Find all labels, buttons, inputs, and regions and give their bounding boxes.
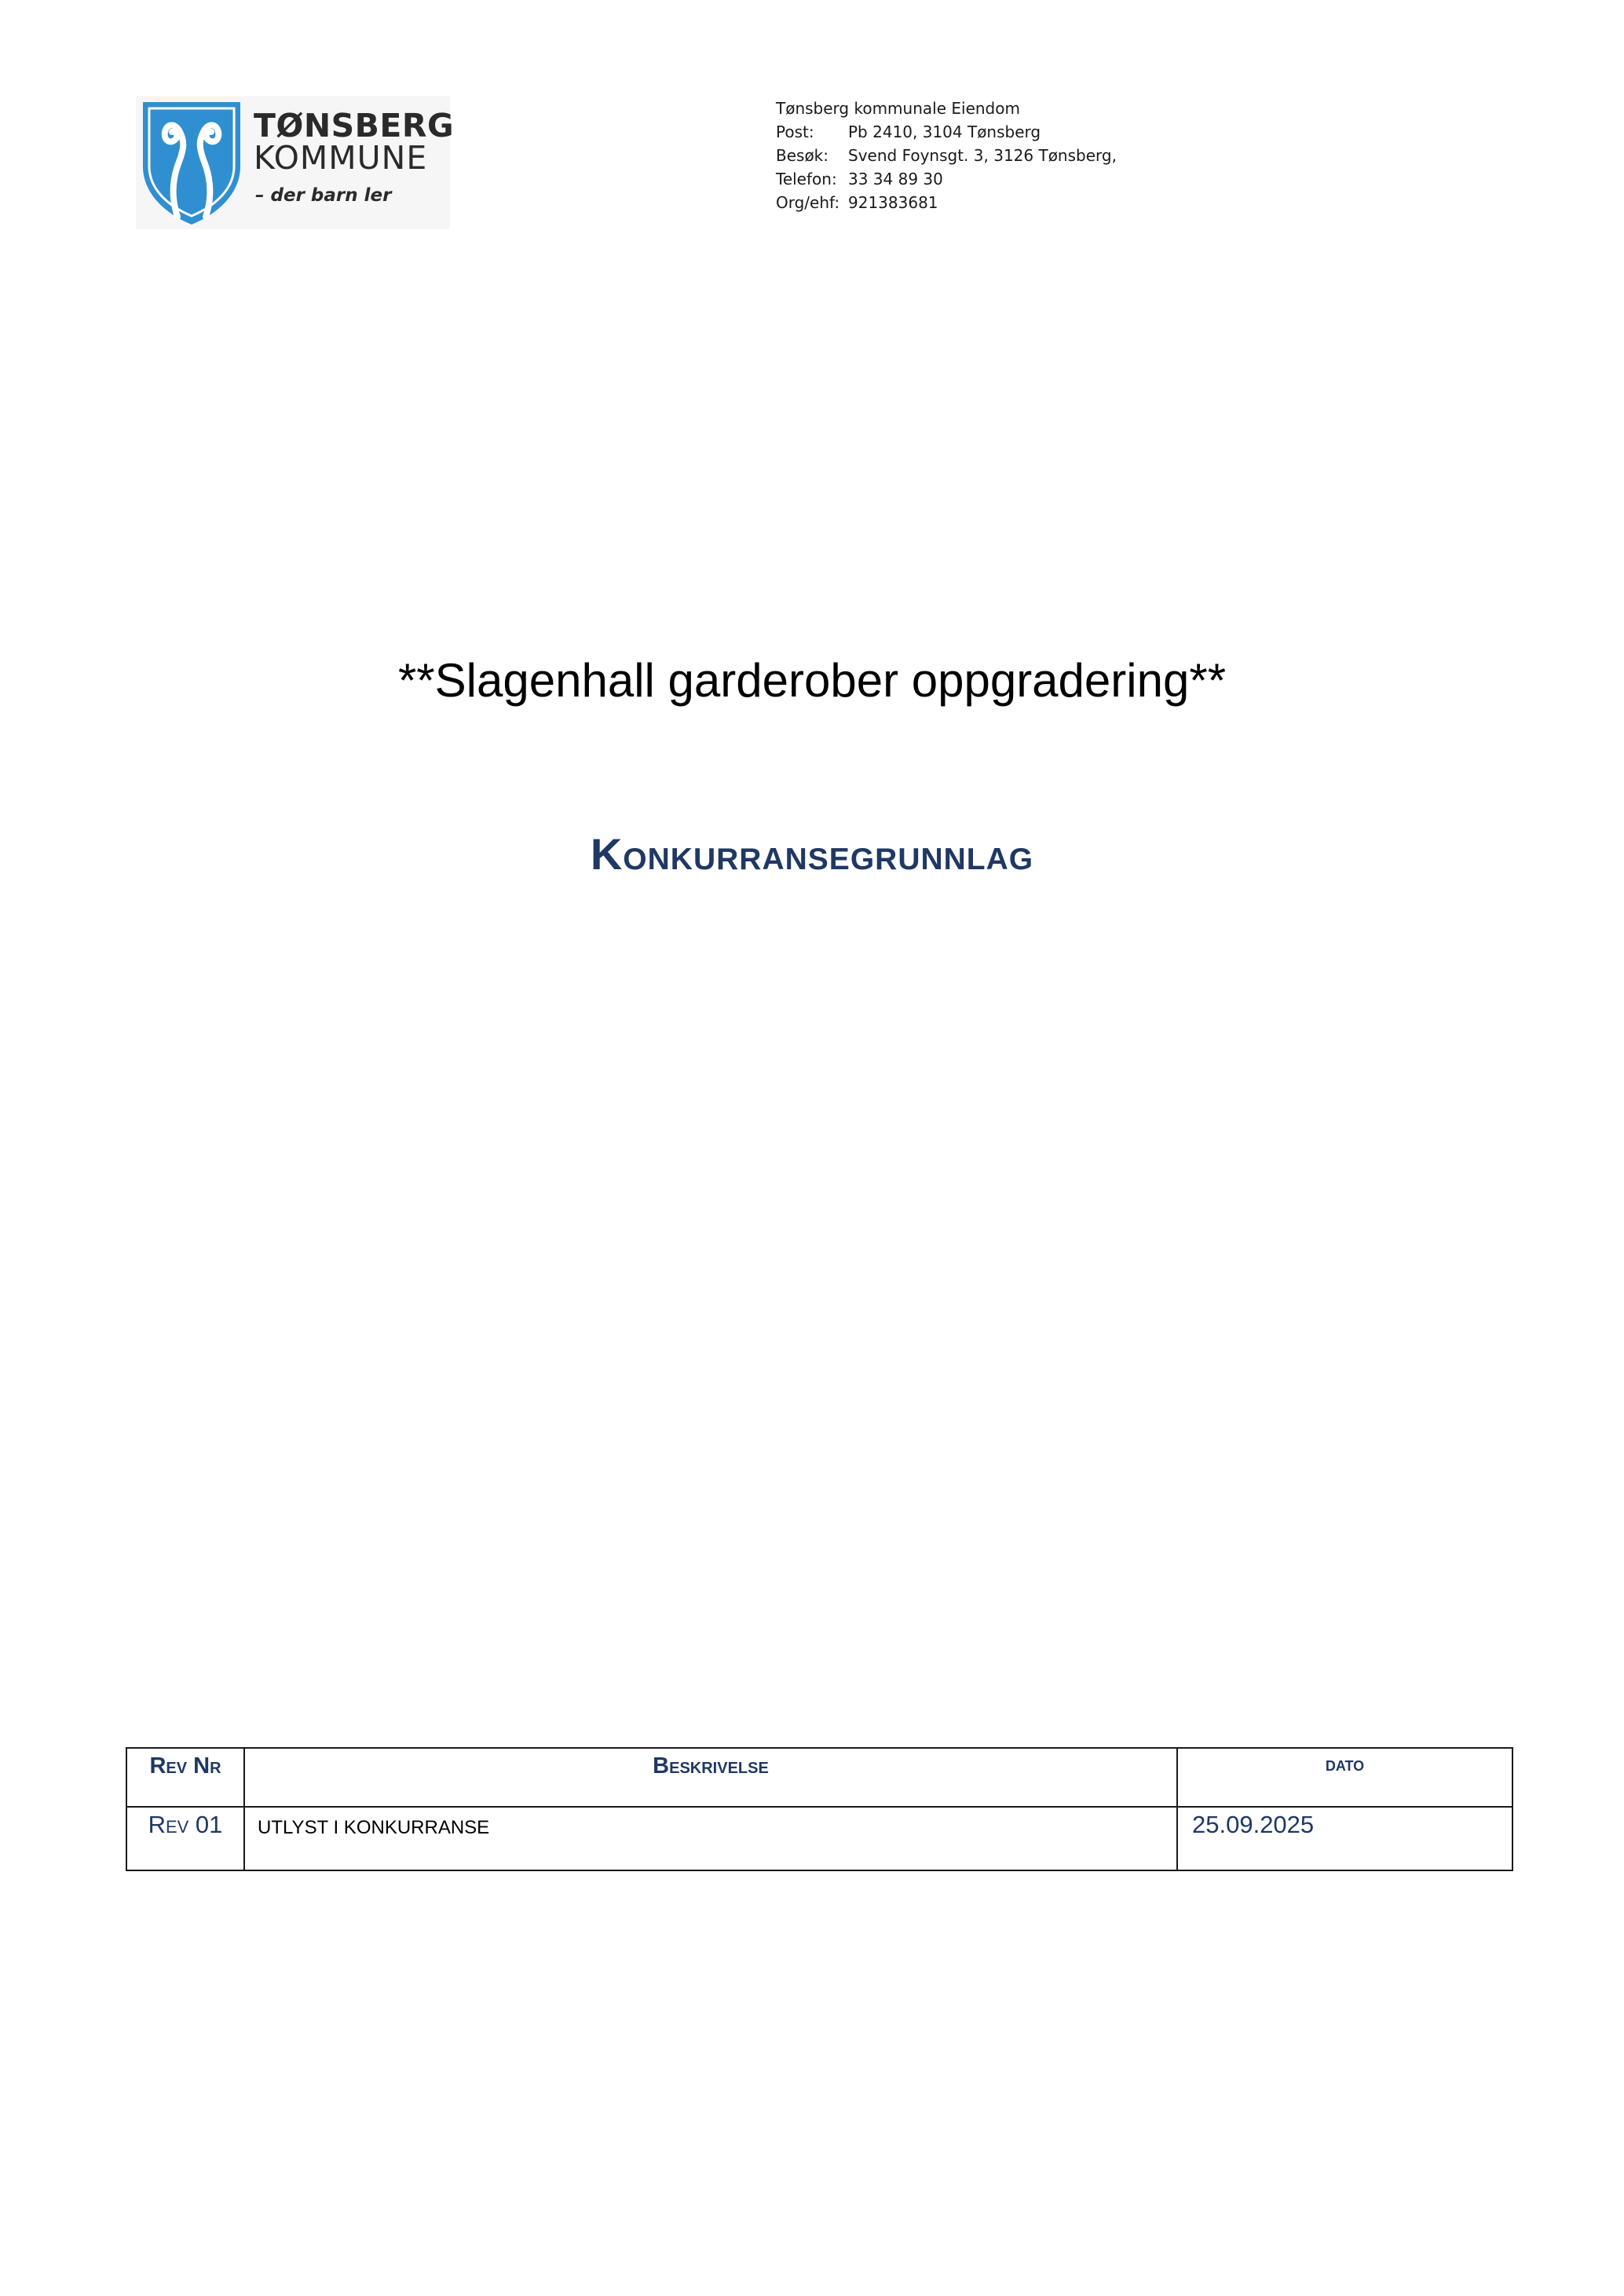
project-title: **Slagenhall garderober oppgradering** xyxy=(397,654,1227,707)
address-label: Org/ehf: xyxy=(776,193,840,212)
header-date: dato xyxy=(1177,1748,1512,1807)
address-label: Telefon: xyxy=(776,170,837,188)
address-block xyxy=(776,97,1117,214)
header-rev-nr: Rev Nr xyxy=(126,1748,244,1807)
address-label: Besøk: xyxy=(776,146,829,165)
cell-description: UTLYST I KONKURRANSE xyxy=(244,1807,1177,1870)
revision-table-header xyxy=(126,1748,1512,1807)
header-description: Beskrivelse xyxy=(244,1748,1177,1807)
logo-tagline: – der barn ler xyxy=(255,185,392,206)
address-row-post xyxy=(776,120,1117,144)
document-type-heading: Konkurransegrunnlag xyxy=(590,829,1034,879)
table-row xyxy=(126,1807,1512,1870)
coat-of-arms-icon xyxy=(138,99,245,228)
revision-table xyxy=(126,1747,1513,1871)
tonsberg-kommune-logo xyxy=(136,96,455,229)
address-value: 33 34 89 30 xyxy=(848,170,943,188)
logo-text-tonsberg: TØNSBERG xyxy=(254,107,455,144)
cell-rev-nr: Rev 01 xyxy=(126,1807,244,1870)
address-row-phone xyxy=(776,167,1117,191)
address-label: Post: xyxy=(776,122,814,141)
address-row-org xyxy=(776,191,1117,214)
address-value: 921383681 xyxy=(848,193,938,212)
cell-date: 25.09.2025 xyxy=(1177,1807,1512,1870)
address-row-visit xyxy=(776,144,1117,167)
address-value: Svend Foynsgt. 3, 3126 Tønsberg, xyxy=(848,146,1117,165)
address-value: Pb 2410, 3104 Tønsberg xyxy=(848,122,1041,141)
logo-text-kommune: KOMMUNE xyxy=(254,139,428,177)
org-name: Tønsberg kommunale Eiendom xyxy=(776,99,1020,118)
